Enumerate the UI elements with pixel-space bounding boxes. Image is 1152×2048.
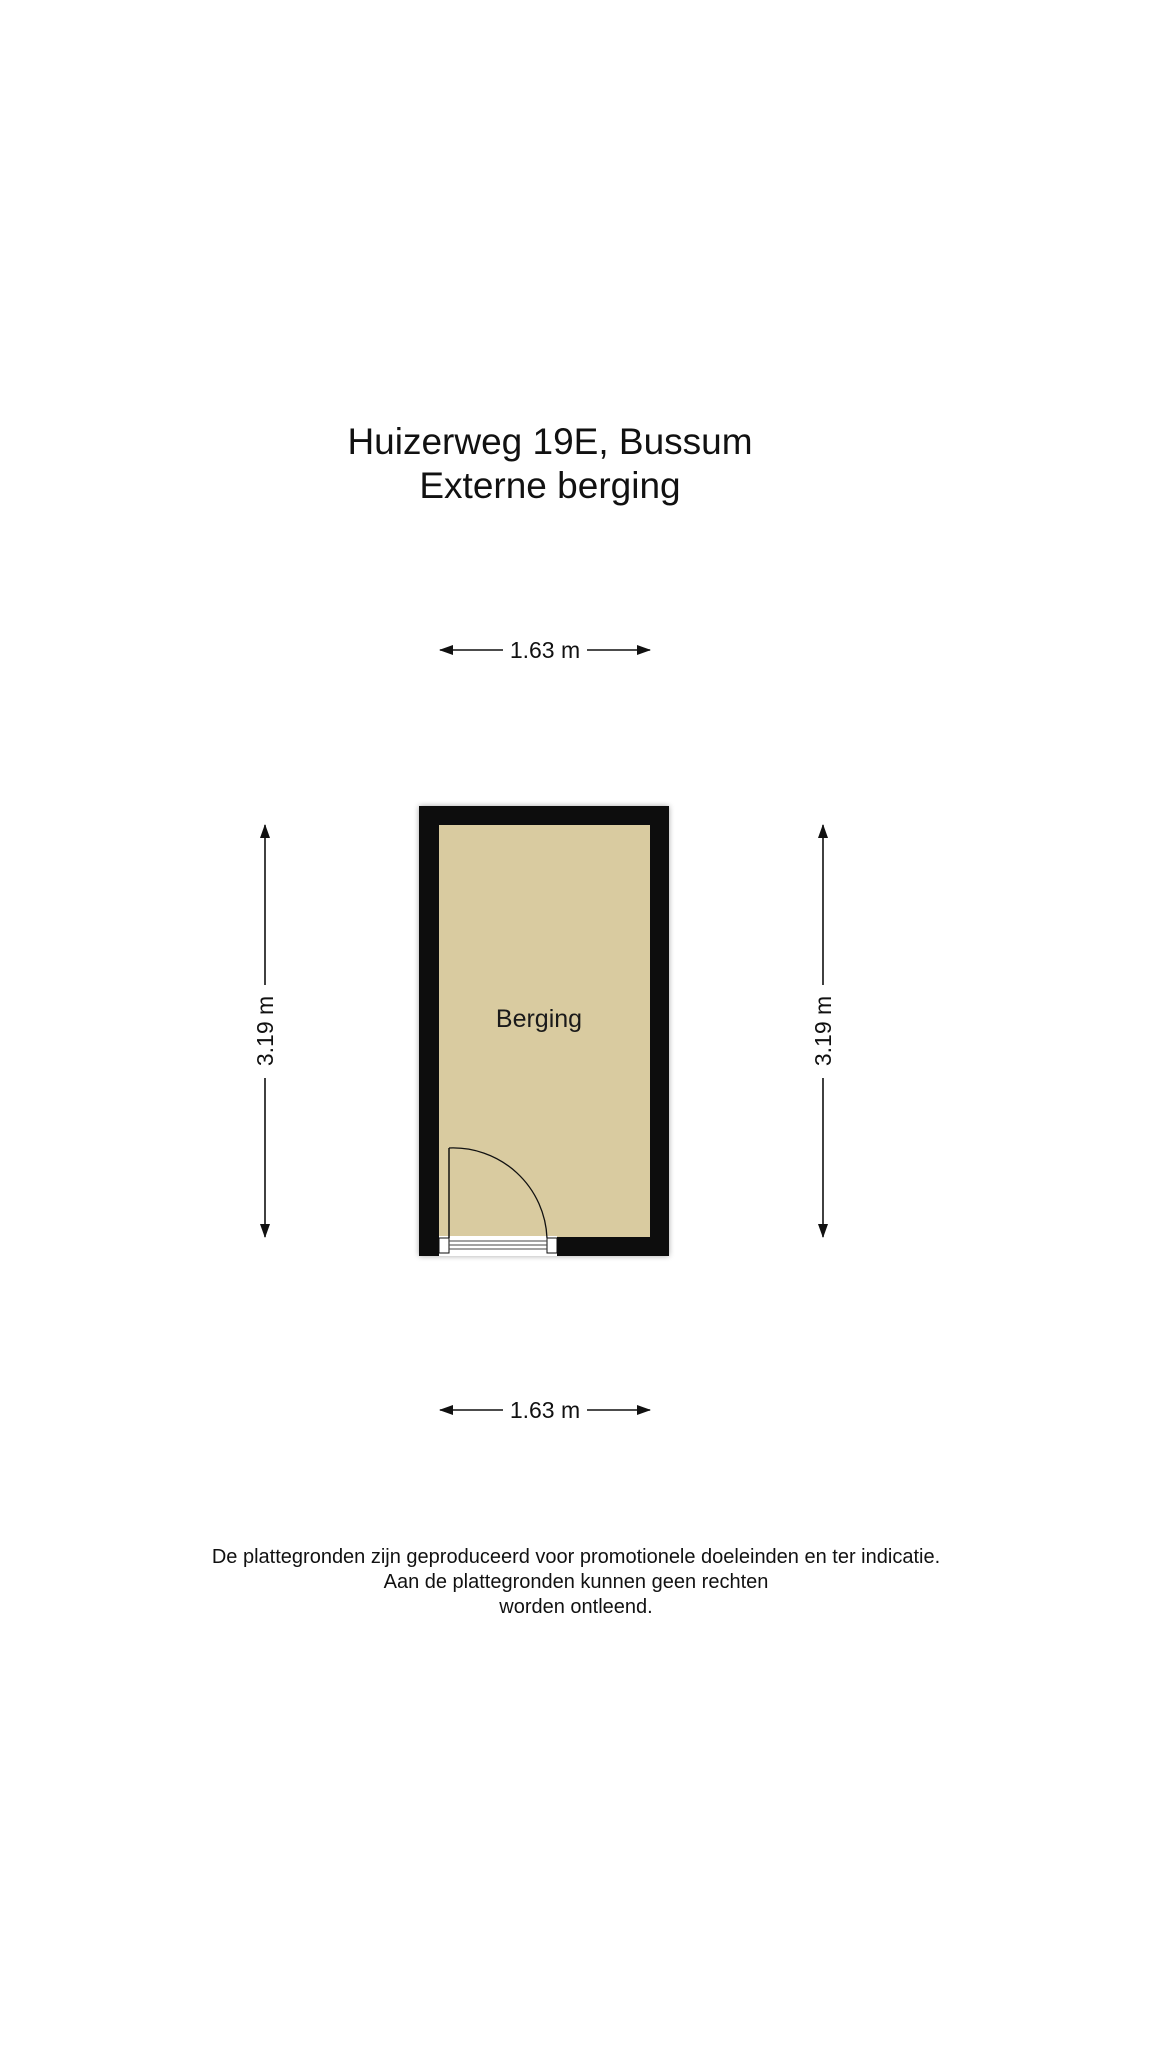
disclaimer-line-3: worden ontleend. bbox=[499, 1596, 653, 1618]
dimension-bottom bbox=[440, 1397, 650, 1423]
dimension-right-label: 3.19 m bbox=[810, 995, 836, 1067]
disclaimer bbox=[0, 1545, 1152, 1620]
dimension-top-label: 1.63 m bbox=[509, 637, 581, 663]
door-opening bbox=[439, 1236, 557, 1256]
dimension-bottom-label: 1.63 m bbox=[509, 1397, 581, 1423]
address-title: Huizerweg 19E, Bussum bbox=[347, 421, 753, 462]
disclaimer-line-2: Aan de plattegronden kunnen geen rechten bbox=[383, 1571, 769, 1593]
room-label: Berging bbox=[495, 1005, 583, 1033]
dimension-right bbox=[810, 825, 836, 1237]
dimension-top bbox=[440, 637, 650, 663]
dimension-left bbox=[252, 825, 278, 1237]
floor-title: Externe berging bbox=[419, 465, 681, 506]
disclaimer-line-1: De plattegronden zijn geproduceerd voor promotionele doeleinden en ter indicatie. bbox=[211, 1546, 941, 1568]
dimension-left-label: 3.19 m bbox=[252, 995, 278, 1067]
